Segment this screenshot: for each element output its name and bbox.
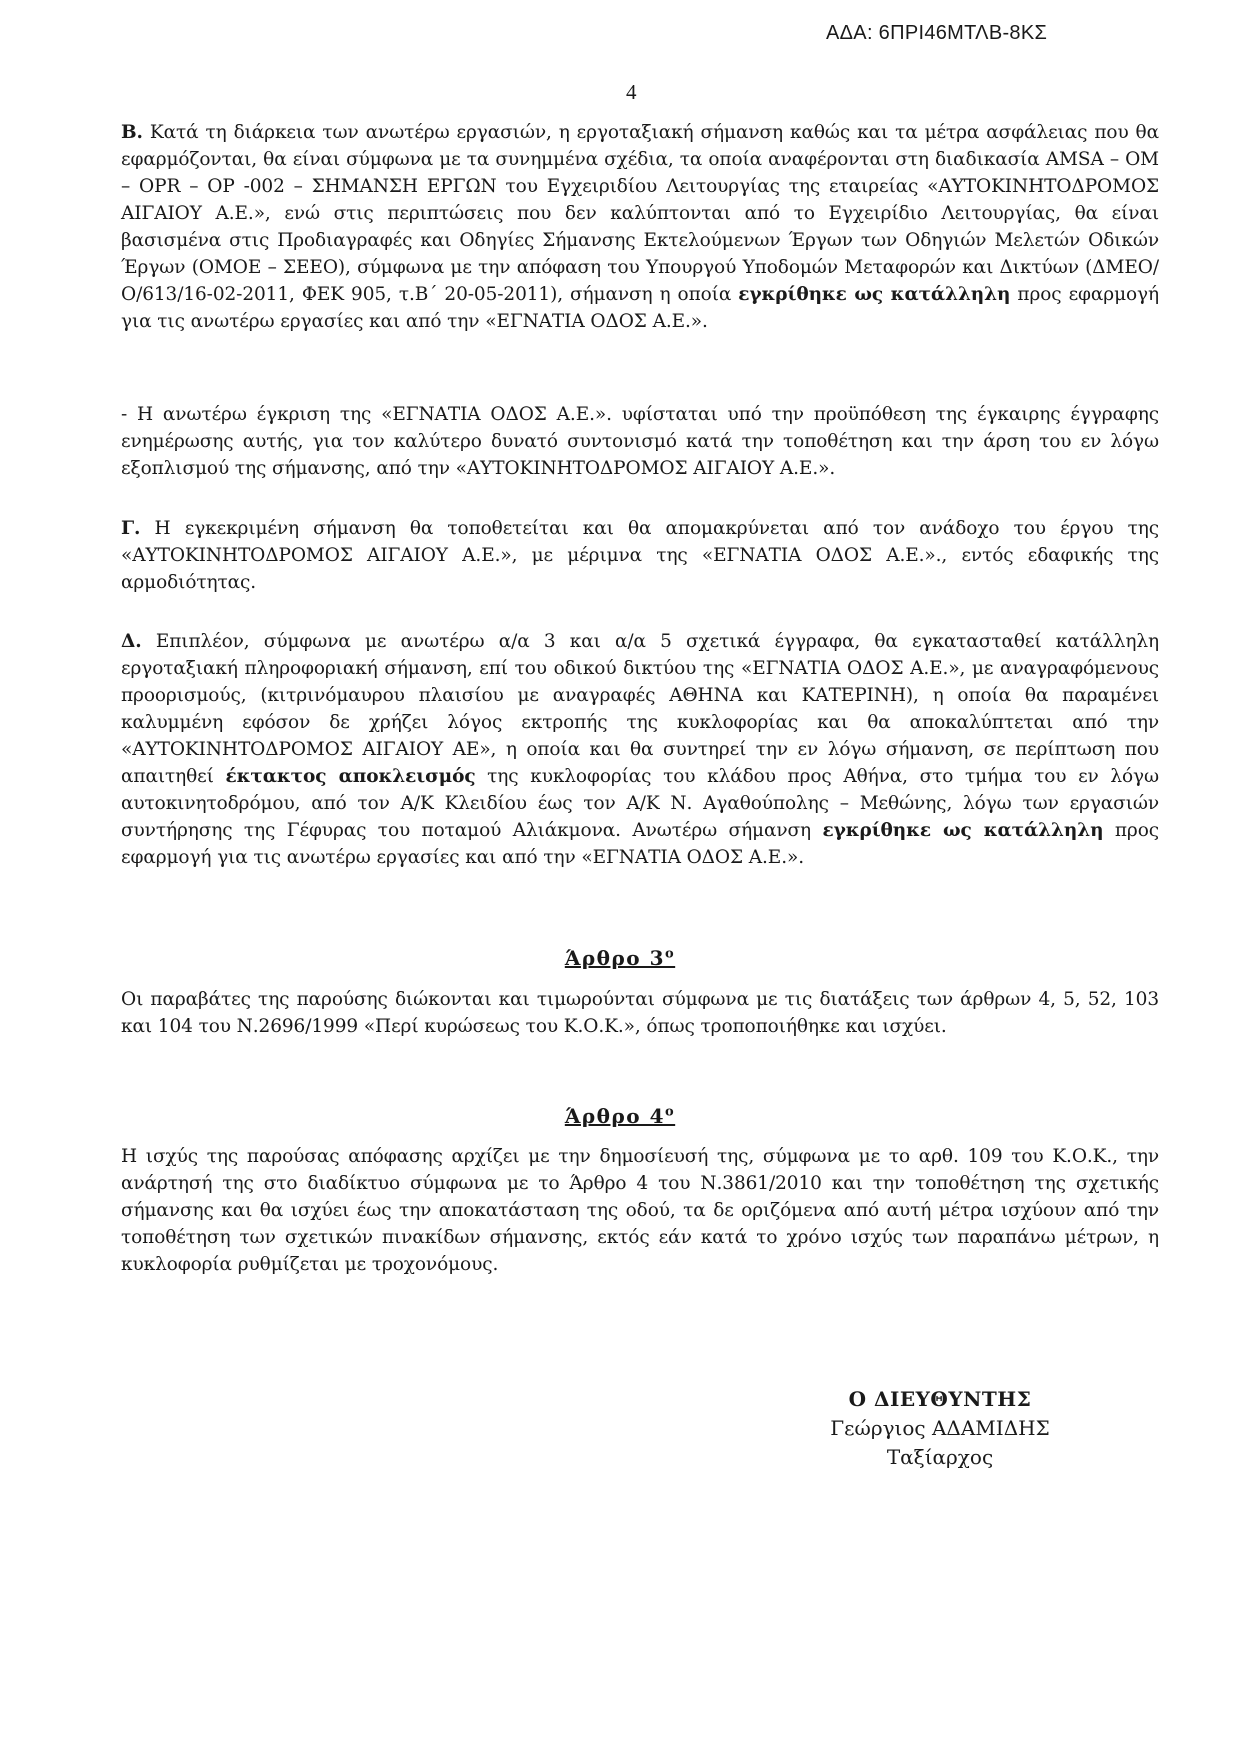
section-b-text-2: προς εφαρμογή για τις ανωτέρω εργασίες και από την «ΕΓΝΑΤΙΑ ΟΔΟΣ Α.Ε.».: [121, 284, 1159, 332]
section-b-note: - Η ανωτέρω έγκριση της «ΕΓΝΑΤΙΑ ΟΔΟΣ Α.Ε.». υφίσταται υπό την προϋπόθεση της έγκαιρης έγγραφης ενημέρωσης αυτής, για τον καλύτερο δυνατό συντονισμό κατά την τοποθέτηση και την άρση του εν λόγω εξοπλισμού της σήμανσης, από την «ΑΥΤΟΚΙΝΗΤΟΔΡΟΜΟΣ ΑΙΓΑΙΟΥ Α.Ε.».: [121, 404, 1159, 479]
section-d-bold-2: εγκρίθηκε ως κατάλληλη: [822, 820, 1104, 841]
section-d-bold-1: έκτακτος αποκλεισμός: [225, 766, 476, 787]
signature-rank: Ταξίαρχος: [886, 1445, 994, 1469]
section-d-text-3: προς εφαρμογή για τις ανωτέρω εργασίες και από την «ΕΓΝΑΤΙΑ ΟΔΟΣ Α.Ε.».: [121, 820, 1159, 868]
article-3-heading-sup: ο: [665, 946, 676, 962]
signature-title: Ο ΔΙΕΥΘΥΝΤΗΣ: [848, 1387, 1032, 1411]
section-g-paragraph: [121, 515, 1159, 596]
article-4-heading: [0, 1104, 1240, 1128]
ada-code: ΑΔΑ: 6ΠΡΙ46ΜΤΛΒ-8ΚΣ: [826, 22, 1048, 44]
section-b-paragraph: [121, 119, 1159, 335]
section-g-label: Γ.: [121, 518, 141, 539]
signature-block: [820, 1385, 1060, 1472]
article-4-paragraph: Η ισχύς της παρούσας απόφασης αρχίζει με την δημοσίευσή της, σύμφωνα με το αρθ. 109 του Κ.Ο.Κ., την ανάρτησή της στο διαδίκτυο σύμφωνα με το Άρθρο 4 του Ν.3861/2010 και την τοποθέτηση της σχετικής σήμανσης και θα ισχύει έως την αποκατάσταση της οδού, τα δε οριζόμενα από αυτή μέτρα ισχύουν από την τοποθέτηση των σχετικών πινακίδων σήμανσης, εκτός εάν κατά το χρόνο ισχύς των παραπάνω μέτρων, η κυκλοφορία ρυθμίζεται με τροχονόμους.: [121, 1146, 1159, 1275]
section-b-label: Β.: [121, 122, 143, 143]
section-b-bold-1: εγκρίθηκε ως κατάλληλη: [738, 284, 1011, 305]
article-3-heading-text: Άρθρο 3: [564, 946, 665, 970]
article-4-heading-text: Άρθρο 4: [564, 1104, 665, 1128]
section-d-text-1: Επιπλέον, σύμφωνα με ανωτέρω α/α 3 και α/α 5 σχετικά έγγραφα, θα εγκατασταθεί κατάλληλη εργοταξιακή πληροφοριακή σήμανση, επί του οδικού δικτύου της «ΕΓΝΑΤΙΑ ΟΔΟΣ Α.Ε.», με αναγραφόμενους προορισμούς, (κιτρινόμαυρου πλαισίου με αναγραφές ΑΘΗΝΑ και ΚΑΤΕΡΙΝΗ), η οποία θα παραμένει καλυμμένη εφόσον δε χρήζει λόγος εκτροπής της κυκλοφορίας και θα αποκαλύπτεται από την «ΑΥΤΟΚΙΝΗΤΟΔΡΟΜΟΣ ΑΙΓΑΙΟΥ ΑΕ», η οποία και θα συντηρεί την εν λόγω σήμανση, σε περίπτωση που απαιτηθεί: [121, 631, 1159, 787]
signature-name: Γεώργιος ΑΔΑΜΙΔΗΣ: [830, 1416, 1050, 1440]
section-d-paragraph: [121, 628, 1159, 871]
section-b-text-1: Κατά τη διάρκεια των ανωτέρω εργασιών, η εργοταξιακή σήμανση καθώς και τα μέτρα ασφάλειας που θα εφαρμόζονται, θα είναι σύμφωνα με τα συνημμένα σχέδια, τα οποία αναφέρονται στη διαδικασία AMSA – OM – OPR – OP -002 – ΣΗΜΑΝΣΗ ΕΡΓΩΝ του Εγχειριδίου Λειτουργίας της εταιρείας «ΑΥΤΟΚΙΝΗΤΟΔΡΟΜΟΣ ΑΙΓΑΙΟΥ Α.Ε.», ενώ στις περιπτώσεις που δεν καλύπτονται από το Εγχειρίδιο Λειτουργίας, θα είναι βασισμένα στις Προδιαγραφές και Οδηγίες Σήμανσης Εκτελούμενων Έργων των Οδηγιών Μελετών Οδικών Έργων (ΟΜΟΕ – ΣΕΕΟ), σύμφωνα με την απόφαση του Υπουργού Υποδομών Μεταφορών και Δικτύων (ΔΜΕΟ/Ο/613/16-02-2011, ΦΕΚ 905, τ.Β΄ 20-05-2011), σήμανση η οποία: [121, 122, 1159, 305]
section-g-text: Η εγκεκριμένη σήμανση θα τοποθετείται και θα απομακρύνεται από τον ανάδοχο του έργου της «ΑΥΤΟΚΙΝΗΤΟΔΡΟΜΟΣ ΑΙΓΑΙΟΥ Α.Ε.», με μέριμνα της «ΕΓΝΑΤΙΑ ΟΔΟΣ Α.Ε.»., εντός εδαφικής της αρμοδιότητας.: [121, 518, 1159, 593]
page-number: 4: [626, 80, 637, 104]
section-d-label: Δ.: [121, 631, 142, 652]
article-3-heading: [0, 946, 1240, 970]
article-3-paragraph: Οι παραβάτες της παρούσης διώκονται και τιμωρούνται σύμφωνα με τις διατάξεις των άρθρων 4, 5, 52, 103 και 104 του Ν.2696/1999 «Περί κυρώσεως του Κ.Ο.Κ.», όπως τροποποιήθηκε και ισχύει.: [121, 989, 1159, 1037]
section-d-text-2: της κυκλοφορίας του κλάδου προς Αθήνα, στο τμήμα του εν λόγω αυτοκινητοδρόμου, από τον Α/Κ Κλειδίου έως τον Α/Κ Ν. Αγαθούπολης – Μεθώνης, λόγω των εργασιών συντήρησης της Γέφυρας του ποταμού Αλιάκμονα. Ανωτέρω σήμανση: [121, 766, 1159, 841]
article-4-heading-sup: ο: [665, 1104, 676, 1120]
